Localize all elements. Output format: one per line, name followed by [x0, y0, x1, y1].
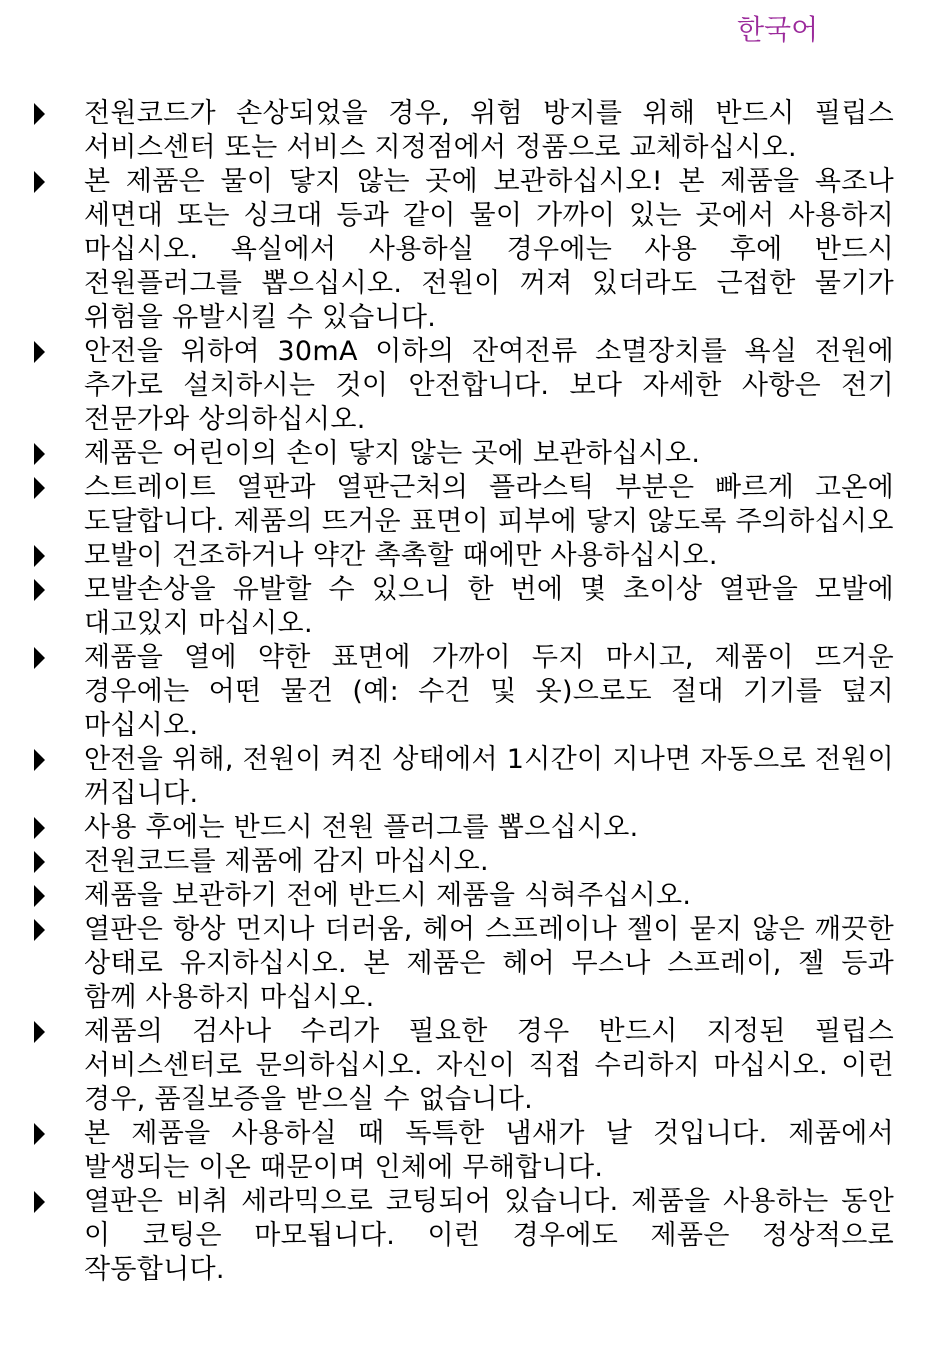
list-item-text: 스트레이트 열판과 열판근처의 플라스틱 부분은 빠르게 고온에 도달합니다. 제품의 뜨거운 표면이 피부에 닿지 않도록 주의하십시오 [84, 472, 894, 537]
list-item [0, 743, 950, 811]
list-item-text: 제품을 보관하기 전에 반드시 제품을 식혀주십시오. [84, 880, 692, 911]
list-item [0, 1185, 950, 1287]
list-item-text: 본 제품을 사용하실 때 독특한 냄새가 날 것입니다. 제품에서 발생되는 이온 때문이며 인체에 무해합니다. [84, 1118, 894, 1183]
list-item [0, 913, 950, 1015]
list-item-text: 모발이 건조하거나 약간 촉촉할 때에만 사용하십시오. [84, 540, 718, 571]
list-item [0, 471, 950, 539]
language-label: 한국어 [737, 13, 819, 46]
list-item [0, 539, 950, 573]
list-item [0, 845, 950, 879]
bullet-marker-icon [34, 749, 45, 771]
safety-warning-list [0, 97, 950, 1287]
list-item [0, 1117, 950, 1185]
list-item-text: 제품의 검사나 수리가 필요한 경우 반드시 지정된 필립스 서비스센터로 문의하십시오. 자신이 직접 수리하지 마십시오. 이런 경우, 품질보증을 받으실 수 없습니다. [84, 1016, 894, 1115]
bullet-marker-icon [34, 885, 45, 907]
list-item-text: 안전을 위해, 전원이 켜진 상태에서 1시간이 지나면 자동으로 전원이 꺼집니다. [84, 744, 894, 809]
bullet-marker-icon [34, 579, 45, 601]
bullet-marker-icon [34, 1021, 45, 1043]
list-item-text: 열판은 비취 세라믹으로 코팅되어 있습니다. 제품을 사용하는 동안 이 코팅은 마모됩니다. 이런 경우에도 제품은 정상적으로 작동합니다. [84, 1186, 894, 1285]
bullet-marker-icon [34, 443, 45, 465]
bullet-marker-icon [34, 341, 45, 363]
list-item-text: 사용 후에는 반드시 전원 플러그를 뽑으십시오. [84, 812, 639, 843]
list-item [0, 573, 950, 641]
bullet-marker-icon [34, 545, 45, 567]
list-item [0, 879, 950, 913]
list-item-text: 전원코드를 제품에 감지 마십시오. [84, 846, 489, 877]
bullet-marker-icon [34, 1191, 45, 1213]
bullet-marker-icon [34, 1123, 45, 1145]
list-item [0, 641, 950, 743]
list-item-text: 안전을 위하여 30mA 이하의 잔여전류 소멸장치를 욕실 전원에 추가로 설치하시는 것이 안전합니다. 보다 자세한 사항은 전기 전문가와 상의하십시오. [84, 336, 894, 435]
list-item [0, 97, 950, 165]
list-item [0, 335, 950, 437]
list-item-text: 열판은 항상 먼지나 더러움, 헤어 스프레이나 젤이 묻지 않은 깨끗한 상태로 유지하십시오. 본 제품은 헤어 무스나 스프레이, 젤 등과 함께 사용하지 마십시오. [84, 914, 894, 1013]
list-item [0, 437, 950, 471]
bullet-marker-icon [34, 919, 45, 941]
list-item-text: 모발손상을 유발할 수 있으니 한 번에 몇 초이상 열판을 모발에 대고있지 마십시오. [84, 574, 894, 639]
bullet-marker-icon [34, 103, 45, 125]
bullet-marker-icon [34, 477, 45, 499]
list-item-text: 제품은 어린이의 손이 닿지 않는 곳에 보관하십시오. [84, 438, 701, 469]
list-item [0, 165, 950, 335]
bullet-marker-icon [34, 647, 45, 669]
list-item-text: 전원코드가 손상되었을 경우, 위험 방지를 위해 반드시 필립스 서비스센터 또는 서비스 지정점에서 정품으로 교체하십시오. [84, 98, 894, 163]
list-item-text: 본 제품은 물이 닿지 않는 곳에 보관하십시오! 본 제품을 욕조나 세면대 또는 싱크대 등과 같이 물이 가까이 있는 곳에서 사용하지 마십시오. 욕실에서 사용하실 경우에는 사용 후에 반드시 전원플러그를 뽑으십시오. 전원이 꺼져 있더라도 근접한 물기가 위험을 유발시킬 수 있습니다. [84, 166, 894, 333]
list-item-text: 제품을 열에 약한 표면에 가까이 두지 마시고, 제품이 뜨거운 경우에는 어떤 물건 (예: 수건 및 옷)으로도 절대 기기를 덮지 마십시오. [84, 642, 894, 741]
list-item [0, 811, 950, 845]
bullet-marker-icon [34, 817, 45, 839]
bullet-marker-icon [34, 171, 45, 193]
bullet-marker-icon [34, 851, 45, 873]
list-item [0, 1015, 950, 1117]
